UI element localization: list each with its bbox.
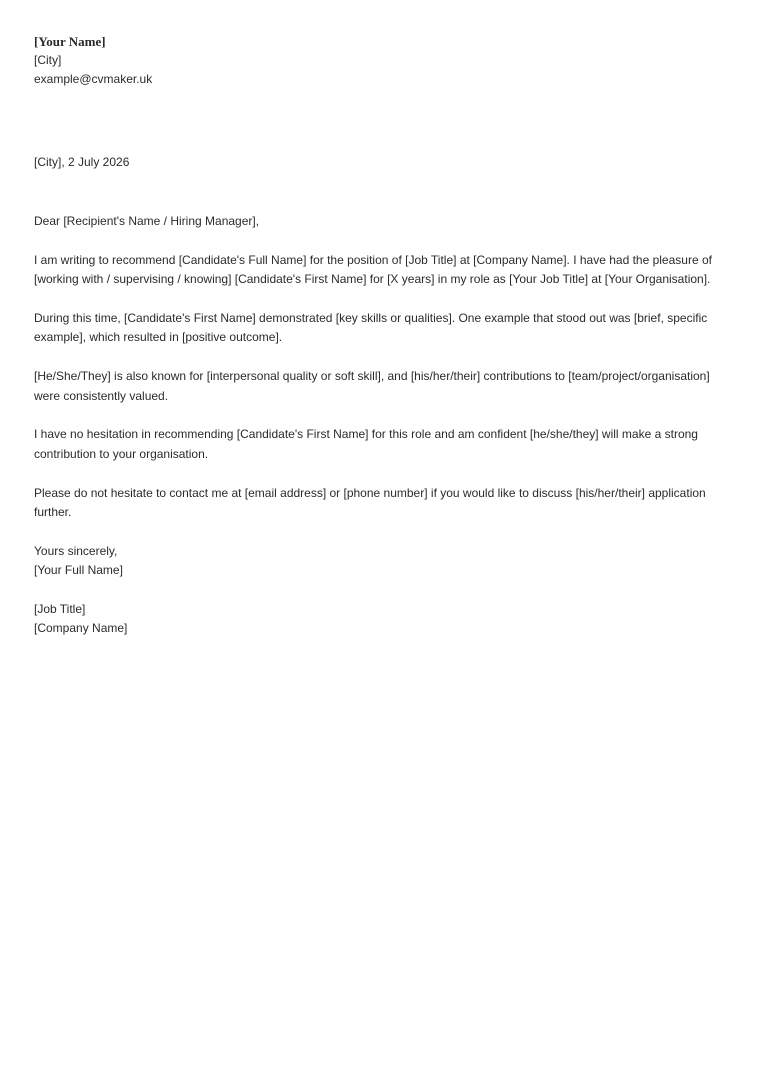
letter-page	[34, 32, 724, 639]
sender-email: example@cvmaker.uk	[34, 72, 153, 86]
paragraph-4: I have no hesitation in recommending [Candidate's First Name] for this role and am confident [he/she/they] will make a strong contribution to your organisation.	[34, 427, 698, 461]
paragraph-2: During this time, [Candidate's First Name] demonstrated [key skills or qualities]. One example that stood out was [brief, specific example], which resulted in [positive outcome].	[34, 311, 708, 345]
date-line: [City], 2 July 2026	[34, 155, 130, 169]
sender-name: [Your Name]	[34, 34, 106, 49]
sender-city: [City]	[34, 53, 62, 67]
signature-company: [Company Name]	[34, 621, 128, 636]
paragraph-1: I am writing to recommend [Candidate's Full Name] for the position of [Job Title] at [Company Name]. I have had the pleasure of [working with / supervising / knowing] [Candidate's First Name] for [X years] in my role as [Your Job Title] at [Your Organisation].	[34, 252, 712, 287]
paragraph-3: [He/She/They] is also known for [interpersonal quality or soft skill], and [his/her/their] contributions to [team/project/organisation] were consistently valued.	[34, 369, 710, 403]
valediction: Yours sincerely,	[34, 543, 118, 558]
closing-full-name: [Your Full Name]	[34, 563, 123, 578]
closing-block	[34, 542, 724, 581]
signature-job-title: [Job Title]	[34, 602, 86, 617]
letter-body	[34, 212, 724, 639]
sender-block	[34, 32, 724, 89]
signature-block	[34, 600, 724, 639]
paragraph-5: Please do not hesitate to contact me at [email address] or [phone number] if you would like to discuss [his/her/their] application further.	[34, 485, 706, 520]
salutation: Dear [Recipient's Name / Hiring Manager],	[34, 214, 260, 228]
